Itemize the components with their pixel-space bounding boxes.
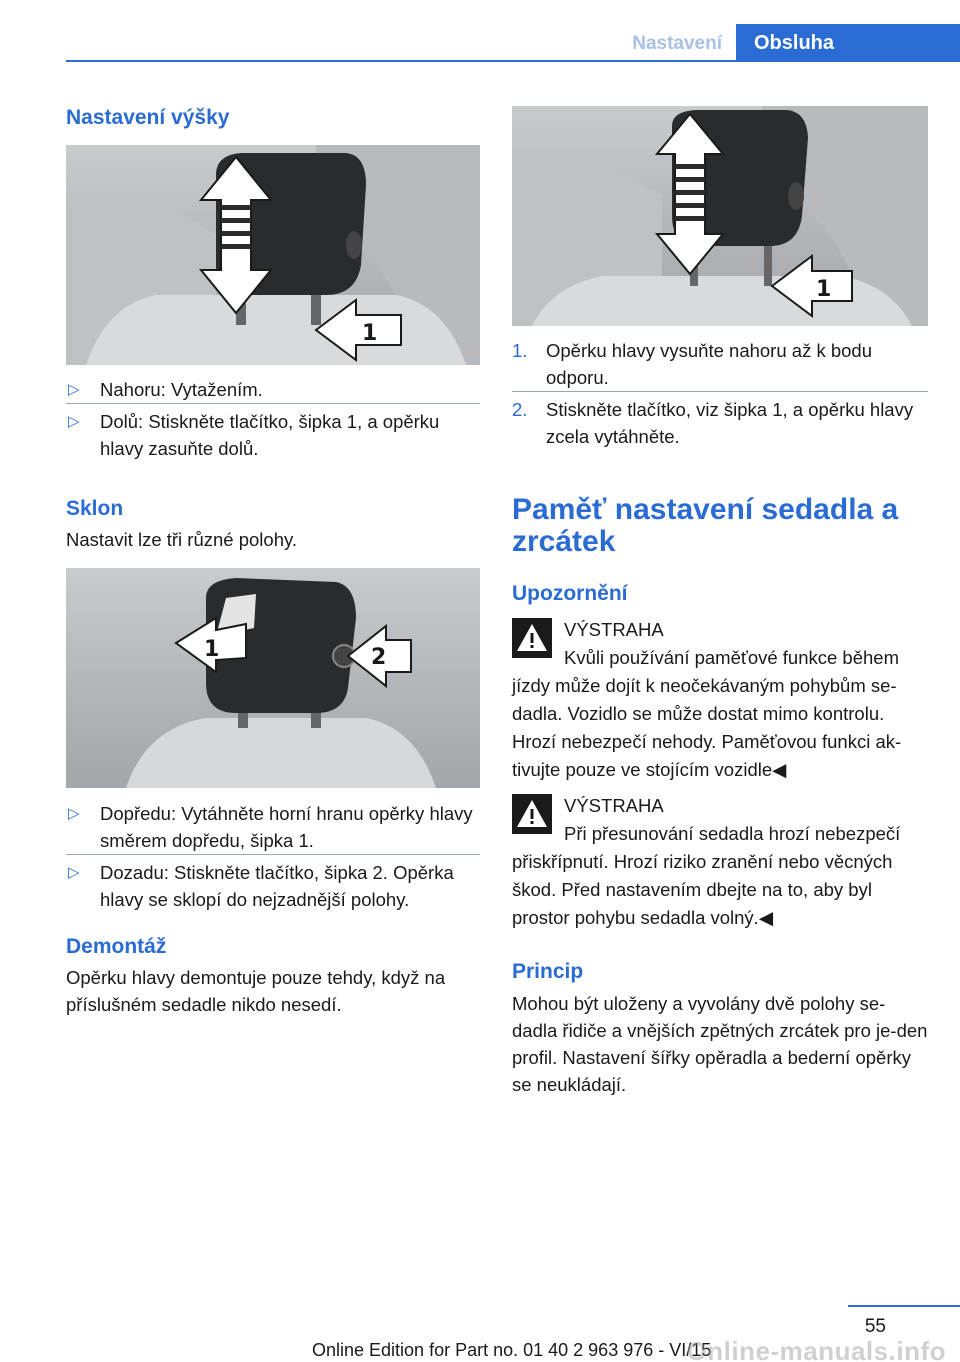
arrow-label-1: 1 <box>816 277 832 302</box>
watermark: Online-manuals.info <box>686 1336 946 1362</box>
triangle-right-icon: ▷ <box>68 864 80 881</box>
triangle-right-icon: ▷ <box>68 381 80 398</box>
triangle-right-icon: ▷ <box>68 805 80 822</box>
removal-heading: Demontáž <box>66 935 167 958</box>
header-chapter-tab[interactable]: Obsluha <box>736 24 960 62</box>
warning-box-1 <box>512 616 928 784</box>
principle-heading: Princip <box>512 960 584 983</box>
height-heading: Nastavení výšky <box>66 106 230 129</box>
list-item: ▷ Dozadu: Stiskněte tlačítko, šipka 2. Opěrka hlavy se sklopí do nejzadnější polohy. <box>66 859 480 913</box>
warning-text: přiskřípnutí. Hrozí riziko zranění nebo věcných škod. Před nastavením dbejte na to, aby byl prostor pohybu sedadla volný.◀ <box>512 851 893 928</box>
figure-headrest-height <box>66 145 480 365</box>
warning-triangle-icon <box>512 794 552 834</box>
footer-rule <box>848 1305 960 1307</box>
list-item: ▷ Dolů: Stiskněte tlačítko, šipka 1, a opěrku hlavy zasuňte dolů. <box>66 408 480 462</box>
notice-heading: Upozornění <box>512 582 628 605</box>
footer-edition: Online Edition for Part no. 01 40 2 963 976 - VI/15 <box>312 1340 712 1360</box>
memory-heading: Paměť nastavení sedadla a zrcátek <box>512 493 899 558</box>
headrest-height-illustration <box>66 145 480 365</box>
warning-text: jízdy může dojít k neočekávaným pohybům se-dadla. Vozidlo se může dostat mimo kontrolu. Hrozí nebezpečí nehody. Paměťovou funkci ak-tivujte pouze ve stojícím vozidle◀ <box>512 675 902 780</box>
warning-triangle-icon <box>512 618 552 658</box>
headrest-remove-illustration <box>512 106 928 326</box>
header-section: Nastavení <box>632 33 722 54</box>
list-item: 1. Opěrku hlavy vysuňte nahoru až k bodu odporu. <box>512 340 872 388</box>
list-divider <box>66 403 480 404</box>
arrow-label-2: 2 <box>371 645 387 670</box>
figure-headrest-remove <box>512 106 928 326</box>
removal-steps <box>512 337 928 455</box>
header-rule <box>66 60 960 62</box>
list-item: ▷ Dopředu: Vytáhněte horní hranu opěrky hlavy směrem dopředu, šipka 1. <box>66 800 480 854</box>
list-divider <box>512 391 928 392</box>
tilt-heading: Sklon <box>66 497 124 520</box>
arrow-label-1: 1 <box>362 321 378 346</box>
principle-text: Mohou být uloženy a vyvolány dvě polohy se-dadla řidiče a vnějších zpětných zrcátek pro je-den profil. Nastavení šířky opěradla a bederní opěrky se neukládají. <box>512 993 928 1095</box>
tilt-list <box>66 800 480 918</box>
figure-headrest-tilt <box>66 568 480 788</box>
height-list <box>66 376 480 467</box>
triangle-right-icon: ▷ <box>68 413 80 430</box>
list-divider <box>66 854 480 855</box>
page-number: 55 <box>864 1316 886 1337</box>
warning-text-line1: Při přesunování sedadla hrozí nebezpečí <box>564 823 901 844</box>
tilt-text: Nastavit lze tři různé polohy. <box>66 529 298 550</box>
warning-box-2 <box>512 792 928 932</box>
warning-text-line1: Kvůli používání paměťové funkce během <box>564 647 899 668</box>
removal-text: Opěrku hlavy demontuje pouze tehdy, když na příslušném sedadle nikdo nesedí. <box>66 967 446 1015</box>
warning-title: VÝSTRAHA <box>564 795 664 816</box>
warning-title: VÝSTRAHA <box>564 619 664 640</box>
list-item: ▷ Nahoru: Vytažením. <box>66 376 480 403</box>
headrest-tilt-illustration <box>66 568 480 788</box>
arrow-label-1: 1 <box>204 637 220 662</box>
list-item: 2. Stiskněte tlačítko, viz šipka 1, a opěrku hlavy zcela vytáhněte. <box>512 396 928 450</box>
